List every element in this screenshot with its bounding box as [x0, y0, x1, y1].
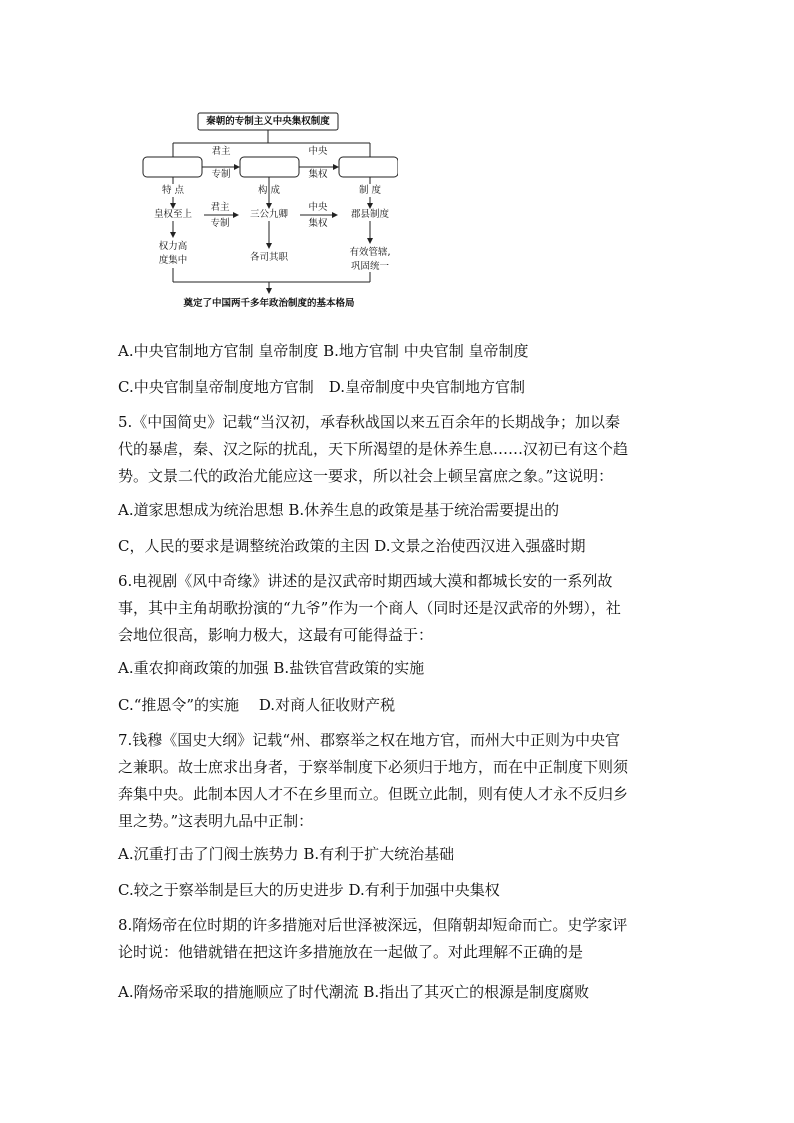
- q7-stem-line1: 7.钱穆《国史大纲》记载“州、郡察举之权在地方官，而州大中正则为中央官: [118, 731, 620, 749]
- bottom-item-3-line1: 有效管辖,: [349, 247, 391, 258]
- edge-top-1-line1: 君主: [211, 146, 231, 157]
- q6-stem: [118, 568, 684, 649]
- q8-stem-line1: 8.隋炀帝在位时期的许多措施对后世泽被深远，但隋朝却短命而亡。史学家评: [118, 916, 628, 934]
- edge-top-2-line2: 集权: [308, 169, 328, 180]
- q7-stem-line3: 奔集中央。此制本因人才不在乡里而立。但既立此制，则有使人才永不反归乡: [118, 785, 629, 803]
- q4-options-line1: A.中央官制地方官制 皇帝制度 B.地方官制 中央官制 皇帝制度: [118, 342, 529, 360]
- edge-top-2-line1: 中央: [308, 146, 328, 157]
- q5-options-ab: A.道家思想成为统治思想 B.休养生息的政策是基于统治需要提出的: [118, 501, 560, 519]
- q6-stem-line3: 会地位很高，影响力极大，这最有可能得益于：: [118, 626, 434, 644]
- q8-stem: [118, 912, 684, 966]
- q7-options-cd: C.较之于察举制是巨大的历史进步 D.有利于加强中央集权: [118, 881, 500, 899]
- bottom-item-3-line2: 巩固统一: [350, 261, 390, 272]
- q7-stem-line2: 之兼职。故士庶求出身者，于察举制度下必须归于地方，而在中正制度下则须: [118, 758, 629, 776]
- bottom-item-1-line1: 权力高: [158, 241, 188, 252]
- edge-mid-1-line1: 君主: [210, 202, 230, 213]
- col-label-structure: 构 成: [257, 185, 281, 196]
- edge-top-1-line2: 专制: [211, 169, 231, 180]
- q8-options-ab: A.隋炀帝采取的措施顺应了时代潮流 B.指出了其灭亡的根源是制度腐败: [118, 983, 590, 1001]
- edge-mid-2-line1: 中央: [308, 202, 328, 213]
- bottom-item-1-line2: 度集中: [158, 255, 188, 266]
- q7-stem: [118, 727, 684, 835]
- qin-system-diagram: [138, 110, 398, 315]
- mid-item-2: 三公九卿: [249, 209, 289, 220]
- edge-mid-1-line2: 专制: [210, 218, 230, 229]
- q5-stem-line1: 5.《中国简史》记载“当汉初，承春秋战国以来五百余年的长期战争；加以秦: [118, 413, 620, 431]
- q5-stem: [118, 409, 684, 490]
- edge-mid-2-line2: 集权: [308, 218, 328, 229]
- mid-item-3: 郡县制度: [350, 209, 390, 220]
- q6-stem-line2: 事，其中主角胡歌扮演的“九爷”作为一个商人（同时还是汉武帝的外甥），社: [118, 599, 621, 617]
- mid-item-1: 皇权至上: [153, 209, 193, 220]
- q6-stem-line1: 6.电视剧《风中奇缘》讲述的是汉武帝时期西域大漠和都城长安的一系列故: [118, 572, 613, 590]
- q7-options-ab: A.沉重打击了门阀士族势力 B.有利于扩大统治基础: [118, 845, 455, 863]
- q5-options-cd: C，人民的要求是调整统治政策的主因 D.文景之治使西汉进入强盛时期: [118, 537, 586, 555]
- q6-options-cd: C.“推恩令”的实施 D.对商人征收财产税: [118, 696, 396, 714]
- q5-stem-line3: 势。文景二代的政治尤能应这一要求，所以社会上顿呈富庶之象。”这说明：: [118, 467, 614, 485]
- bottom-item-2: 各司其职: [249, 252, 289, 263]
- q7-stem-line4: 里之势。”这表明九品中正制：: [118, 812, 314, 830]
- col-label-system: 制 度: [358, 185, 382, 196]
- q4-options-line2: C.中央官制皇帝制度地方官制 D.皇帝制度中央官制地方官制: [118, 378, 525, 396]
- q5-stem-line2: 代的暴虐，秦、汉之际的扰乱，天下所渴望的是休养生息……汉初已有这个趋: [118, 440, 629, 458]
- col-label-features: 特 点: [161, 185, 185, 196]
- diagram-footer: 奠定了中国两千多年政治制度的基本格局: [183, 298, 355, 309]
- diagram-title: 秦朝的专制主义中央集权制度: [206, 116, 330, 127]
- q6-options-ab: A.重农抑商政策的加强 B.盐铁官营政策的实施: [118, 659, 425, 677]
- q8-stem-line2: 论时说：他错就错在把这许多措施放在一起做了。对此理解不正确的是: [118, 943, 584, 961]
